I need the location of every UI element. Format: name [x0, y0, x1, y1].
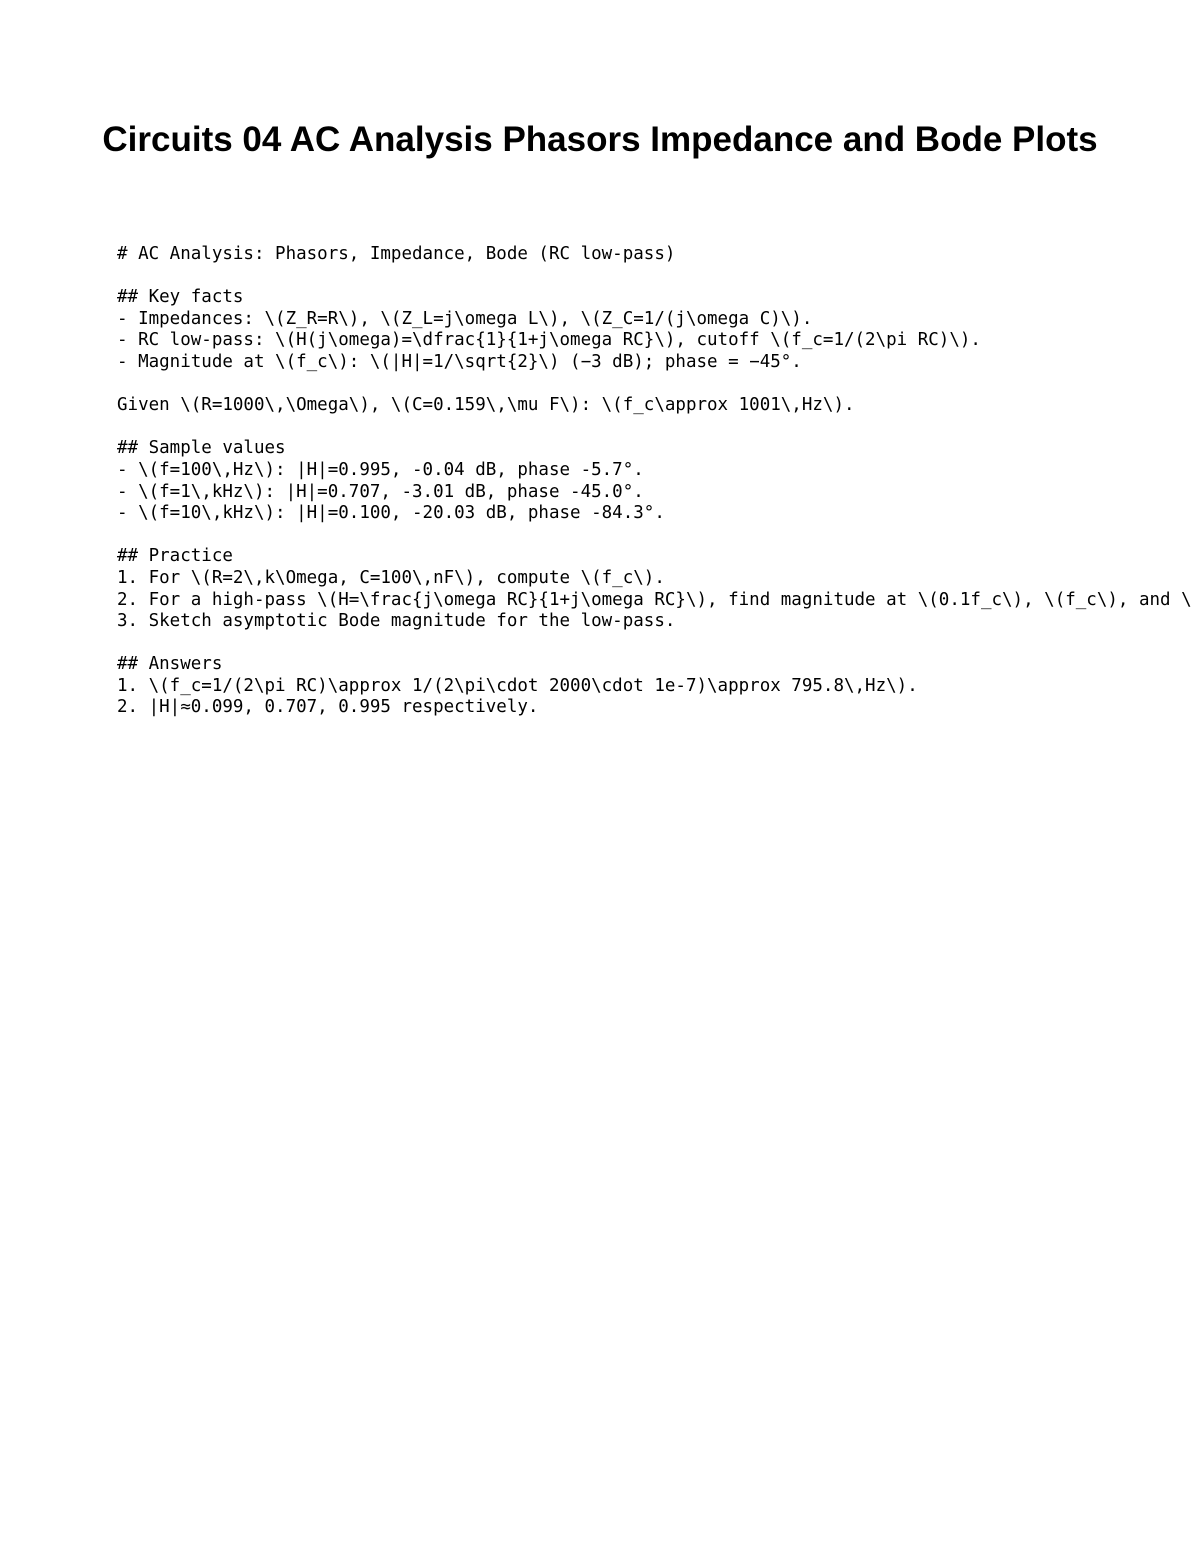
text-line: 1. \(f_c=1/(2\pi RC)\approx 1/(2\pi\cdot 2000\cdot 1e-7)\approx 795.8\,Hz\). — [117, 675, 918, 696]
text-line: ## Key facts — [117, 287, 244, 308]
text-line: - RC low-pass: \(H(j\omega)=\dfrac{1}{1+j\omega RC}\), cutoff \(f_c=1/(2\pi RC)\). — [117, 330, 981, 351]
document-title: Circuits 04 AC Analysis Phasors Impedance and Bode Plots — [102, 120, 1098, 159]
text-line: 2. For a high-pass \(H=\frac{j\omega RC}{1+j\omega RC}\), find magnitude at \(0.1f_c\), \(f_c\), and \ — [117, 589, 1192, 610]
text-line: ## Answers — [117, 654, 223, 675]
text-line: - \(f=100\,Hz\): |H|=0.995, -0.04 dB, phase -5.7°. — [117, 459, 644, 480]
document-body — [117, 244, 1200, 719]
text-line: 1. For \(R=2\,k\Omega, C=100\,nF\), compute \(f_c\). — [117, 567, 665, 588]
text-line — [117, 525, 1200, 547]
text-line: 3. Sketch asymptotic Bode magnitude for the low-pass. — [117, 611, 676, 632]
text-line: - \(f=1\,kHz\): |H|=0.707, -3.01 dB, phase -45.0°. — [117, 481, 644, 502]
text-line: - Magnitude at \(f_c\): \(|H|=1/\sqrt{2}\) (−3 dB); phase = −45°. — [117, 351, 802, 372]
text-line — [117, 633, 1200, 655]
text-line: ## Sample values — [117, 438, 286, 459]
text-line — [117, 417, 1200, 439]
text-line — [117, 374, 1200, 396]
text-line: - \(f=10\,kHz\): |H|=0.100, -20.03 dB, phase -84.3°. — [117, 503, 665, 524]
text-line: ## Practice — [117, 546, 233, 567]
text-line: 2. |H|≈0.099, 0.707, 0.995 respectively. — [117, 697, 539, 718]
text-line: - Impedances: \(Z_R=R\), \(Z_L=j\omega L\), \(Z_C=1/(j\omega C)\). — [117, 308, 813, 329]
text-line: # AC Analysis: Phasors, Impedance, Bode (RC low-pass) — [117, 244, 676, 264]
text-line — [117, 266, 1200, 288]
text-line: Given \(R=1000\,\Omega\), \(C=0.159\,\mu F\): \(f_c\approx 1001\,Hz\). — [117, 395, 855, 416]
